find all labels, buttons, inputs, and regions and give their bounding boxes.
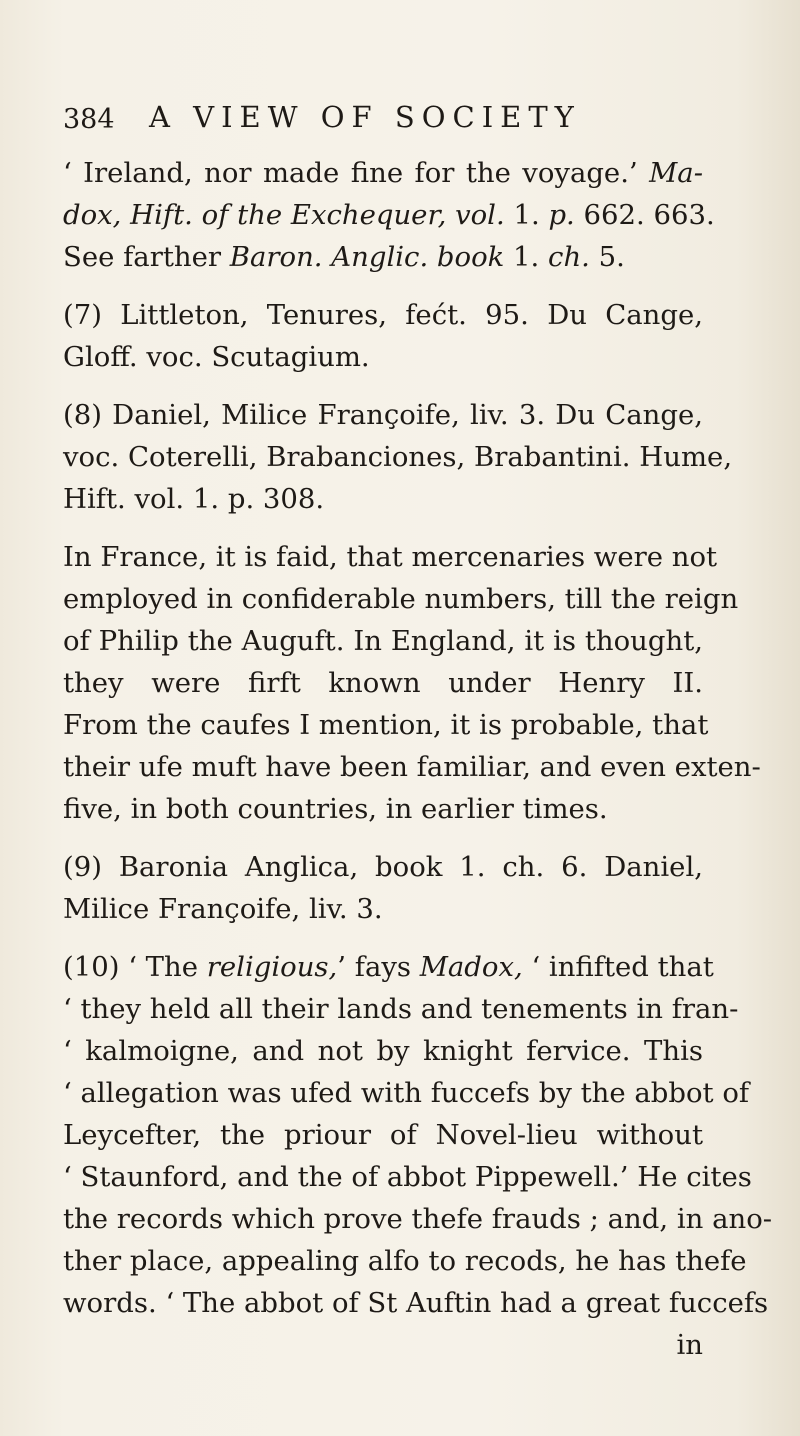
text-line (63, 662, 703, 704)
text-run: In France, it is faid, that mercenaries were not (63, 541, 718, 573)
italic-run: religious, (206, 951, 338, 983)
text-line (63, 704, 709, 746)
text-run: ‘ Ireland, nor made fine for the voyage.’ (63, 157, 650, 189)
paragraph-note-8-cont (63, 536, 761, 830)
text-line (63, 888, 703, 930)
paragraph-gap (63, 930, 703, 946)
text-line (63, 788, 703, 830)
text-line (63, 194, 715, 236)
text-run: ‘ they held all their lands and tenements in fran- (63, 993, 739, 1025)
notes-text (63, 152, 773, 1366)
text-run: Milice Françoife, liv. 3. (63, 893, 383, 925)
text-run: Leycefter, the priour of Novel-lieu without (63, 1119, 703, 1151)
text-run: ‘ allegation was ufed with fuccefs by the abbot of (63, 1077, 750, 1109)
text-line (63, 1198, 773, 1240)
text-run: (9) Baronia Anglica, book 1. ch. 6. Daniel, (63, 851, 703, 883)
paragraph-gap (63, 378, 703, 394)
text-line (63, 336, 703, 378)
italic-run: ch. (548, 241, 590, 273)
text-run: their ufe muft have been familiar, and even exten- (63, 751, 761, 783)
text-line (63, 394, 703, 436)
text-line (63, 152, 703, 194)
page-number: 384 (63, 104, 115, 135)
paragraph-cont (63, 152, 715, 278)
text-run: ‘ infifted that (522, 951, 714, 983)
text-run: From the caufes I mention, it is probable, that (63, 709, 709, 741)
paragraph-note-8 (63, 394, 733, 520)
text-line (63, 294, 703, 336)
italic-run: Ma- (649, 157, 703, 189)
text-line (63, 578, 739, 620)
text-run: (7) Littleton, Tenures, fećt. 95. Du Cange, (63, 299, 703, 331)
text-line (63, 1240, 747, 1282)
text-run: 1. (504, 241, 549, 273)
text-line (63, 478, 703, 520)
text-line (63, 236, 703, 278)
paragraph-note-10 (63, 946, 773, 1324)
text-line (63, 1030, 703, 1072)
paragraph-gap (63, 278, 703, 294)
text-line (63, 746, 761, 788)
text-run: they were firft known under Henry II. (63, 667, 703, 699)
text-run: ’ fays (337, 951, 420, 983)
paragraph-note-9 (63, 846, 703, 930)
paragraph-gap (63, 830, 703, 846)
catchword: in (676, 1329, 703, 1361)
paragraph-note-7 (63, 294, 703, 378)
italic-run: Baron. Anglic. book (229, 241, 505, 273)
text-run: 662. 663. (574, 199, 715, 231)
text-run: ther place, appealing alfo to recods, he has thefe (63, 1245, 747, 1277)
text-run: See farther (63, 241, 230, 273)
text-run: of Philip the Auguft. In England, it is thought, (63, 625, 703, 657)
text-line (63, 436, 733, 478)
text-run: voc. Coterelli, Brabanciones, Brabantini. Hume, (63, 441, 733, 473)
text-line (63, 1114, 703, 1156)
text-run: the records which prove thefe frauds ; and, in ano- (63, 1203, 773, 1235)
text-line (63, 1282, 769, 1324)
text-run: 1. (504, 199, 549, 231)
text-line (63, 846, 703, 888)
text-run: words. ‘ The abbot of St Auftin had a great fuccefs (63, 1287, 769, 1319)
text-run: Gloff. voc. Scutagium. (63, 341, 370, 373)
text-run: ‘ kalmoigne, and not by knight fervice. This (63, 1035, 703, 1067)
italic-run: dox, Hift. of the Exchequer, vol. (63, 199, 505, 231)
running-head: A VIEW OF SOCIETY (149, 100, 581, 134)
text-line (63, 536, 718, 578)
text-run: ‘ Staunford, and the of abbot Pippewell.’ He cites (63, 1161, 752, 1193)
text-run: Hift. vol. 1. p. 308. (63, 483, 325, 515)
text-run: employed in confiderable numbers, till the reign (63, 583, 739, 615)
text-line (63, 620, 703, 662)
text-run: (10) ‘ The (63, 951, 207, 983)
text-line (63, 988, 739, 1030)
text-run: five, in both countries, in earlier times. (63, 793, 608, 825)
italic-run: Madox, (419, 951, 523, 983)
text-line (63, 1156, 752, 1198)
italic-run: p. (548, 199, 575, 231)
text-run: (8) Daniel, Milice Françoife, liv. 3. Du Cange, (63, 399, 703, 431)
page-header (63, 100, 703, 140)
text-line (63, 946, 714, 988)
text-run: 5. (589, 241, 625, 273)
text-line (63, 1072, 750, 1114)
paragraph-gap (63, 520, 703, 536)
